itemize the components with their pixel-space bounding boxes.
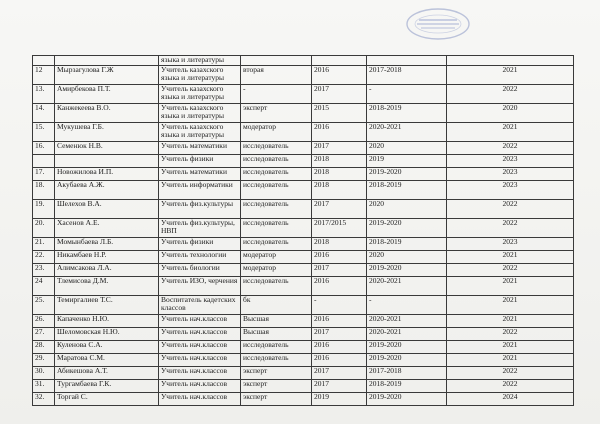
category-cell: эксперт bbox=[241, 393, 312, 406]
course-years-cell bbox=[367, 56, 447, 66]
category-cell: исследователь bbox=[241, 142, 312, 155]
course-years-cell: 2020-2021 bbox=[367, 123, 447, 142]
row-number-cell bbox=[33, 155, 55, 168]
attestation-year-cell: 2018 bbox=[312, 168, 367, 181]
teacher-name-cell: Шеломовская Н.Ю. bbox=[55, 328, 159, 341]
row-number-cell: 24 bbox=[33, 277, 55, 296]
row-number-cell: 23. bbox=[33, 264, 55, 277]
teacher-name-cell: Торгай С. bbox=[55, 393, 159, 406]
teacher-name-cell bbox=[55, 56, 159, 66]
category-cell: модератор bbox=[241, 123, 312, 142]
table-row bbox=[33, 328, 574, 341]
next-attestation-year-cell: 2022 bbox=[447, 200, 574, 219]
course-years-cell: 2020 bbox=[367, 251, 447, 264]
table-row bbox=[33, 354, 574, 367]
table-row bbox=[33, 155, 574, 168]
teacher-name-cell: Тлемисова Д.М. bbox=[55, 277, 159, 296]
table-row bbox=[33, 181, 574, 200]
course-years-cell: 2020-2021 bbox=[367, 315, 447, 328]
attestation-year-cell: 2017 bbox=[312, 200, 367, 219]
row-number-cell: 29. bbox=[33, 354, 55, 367]
table-row bbox=[33, 238, 574, 251]
attestation-year-cell: 2015 bbox=[312, 104, 367, 123]
table-row bbox=[33, 168, 574, 181]
row-number-cell: 19. bbox=[33, 200, 55, 219]
teacher-name-cell: Куленова С.А. bbox=[55, 341, 159, 354]
subject-cell: Учитель физики bbox=[159, 238, 241, 251]
category-cell: исследователь bbox=[241, 238, 312, 251]
next-attestation-year-cell: 2021 bbox=[447, 341, 574, 354]
category-cell: исследователь bbox=[241, 277, 312, 296]
row-number-cell: 14. bbox=[33, 104, 55, 123]
attestation-year-cell: 2016 bbox=[312, 66, 367, 85]
subject-cell: Учитель нач.классов bbox=[159, 380, 241, 393]
teacher-name-cell: Канжекеева В.О. bbox=[55, 104, 159, 123]
category-cell: вторая bbox=[241, 66, 312, 85]
row-number-cell: 26. bbox=[33, 315, 55, 328]
teacher-name-cell: Хасенов А.Е. bbox=[55, 219, 159, 238]
course-years-cell: 2018-2019 bbox=[367, 380, 447, 393]
attestation-year-cell: 2017 bbox=[312, 85, 367, 104]
category-cell: эксперт bbox=[241, 104, 312, 123]
row-number-cell: 20. bbox=[33, 219, 55, 238]
table-row bbox=[33, 66, 574, 85]
next-attestation-year-cell: 2022 bbox=[447, 380, 574, 393]
category-cell: Высшая bbox=[241, 315, 312, 328]
next-attestation-year-cell: 2021 bbox=[447, 123, 574, 142]
row-number-cell: 17. bbox=[33, 168, 55, 181]
attestation-year-cell: 2018 bbox=[312, 238, 367, 251]
table-row bbox=[33, 380, 574, 393]
category-cell: модератор bbox=[241, 264, 312, 277]
category-cell: эксперт bbox=[241, 380, 312, 393]
course-years-cell: 2019-2020 bbox=[367, 354, 447, 367]
table-row bbox=[33, 123, 574, 142]
attestation-year-cell: 2019 bbox=[312, 393, 367, 406]
next-attestation-year-cell: 2022 bbox=[447, 264, 574, 277]
category-cell: бк bbox=[241, 296, 312, 315]
row-number-cell: 28. bbox=[33, 341, 55, 354]
table-row bbox=[33, 219, 574, 238]
next-attestation-year-cell: 2021 bbox=[447, 354, 574, 367]
course-years-cell: 2019-2020 bbox=[367, 341, 447, 354]
subject-cell: Учитель нач.классов bbox=[159, 315, 241, 328]
subject-cell: Учитель информатики bbox=[159, 181, 241, 200]
row-number-cell: 16. bbox=[33, 142, 55, 155]
teacher-name-cell bbox=[55, 155, 159, 168]
attestation-year-cell: 2016 bbox=[312, 277, 367, 296]
subject-cell: Учитель нач.классов bbox=[159, 393, 241, 406]
course-years-cell: 2019-2020 bbox=[367, 219, 447, 238]
table-row bbox=[33, 296, 574, 315]
next-attestation-year-cell: 2020 bbox=[447, 104, 574, 123]
table-row bbox=[33, 393, 574, 406]
subject-cell: Учитель технологии bbox=[159, 251, 241, 264]
row-number-cell: 15. bbox=[33, 123, 55, 142]
course-years-cell: 2020 bbox=[367, 142, 447, 155]
next-attestation-year-cell: 2022 bbox=[447, 328, 574, 341]
category-cell bbox=[241, 56, 312, 66]
table-row bbox=[33, 315, 574, 328]
subject-cell: Учитель физ.культуры, НВП bbox=[159, 219, 241, 238]
next-attestation-year-cell: 2023 bbox=[447, 155, 574, 168]
table-row bbox=[33, 85, 574, 104]
row-number-cell: 31. bbox=[33, 380, 55, 393]
category-cell: исследователь bbox=[241, 200, 312, 219]
next-attestation-year-cell: 2021 bbox=[447, 296, 574, 315]
course-years-cell: 2020-2021 bbox=[367, 328, 447, 341]
next-attestation-year-cell: 2024 bbox=[447, 393, 574, 406]
course-years-cell: 2020-2021 bbox=[367, 277, 447, 296]
course-years-cell: 2020 bbox=[367, 200, 447, 219]
course-years-cell: - bbox=[367, 85, 447, 104]
subject-cell: Учитель ИЗО, черчения bbox=[159, 277, 241, 296]
teacher-name-cell: Капаченко Н.Ю. bbox=[55, 315, 159, 328]
subject-cell: Воспитатель кадетских классов bbox=[159, 296, 241, 315]
table-row bbox=[33, 104, 574, 123]
subject-cell: Учитель биологии bbox=[159, 264, 241, 277]
attestation-year-cell: 2017 bbox=[312, 142, 367, 155]
next-attestation-year-cell: 2023 bbox=[447, 238, 574, 251]
subject-cell: Учитель казахского языка и литературы bbox=[159, 123, 241, 142]
teacher-name-cell: Мукушева Г.Б. bbox=[55, 123, 159, 142]
teacher-name-cell: Новожилова И.П. bbox=[55, 168, 159, 181]
attestation-year-cell bbox=[312, 56, 367, 66]
teacher-name-cell: Шелехов В.А. bbox=[55, 200, 159, 219]
course-years-cell: - bbox=[367, 296, 447, 315]
row-number-cell: 21. bbox=[33, 238, 55, 251]
category-cell: Высшая bbox=[241, 328, 312, 341]
course-years-cell: 2018-2019 bbox=[367, 181, 447, 200]
subject-cell: языка и литературы bbox=[159, 56, 241, 66]
teacher-name-cell: Маратова С.М. bbox=[55, 354, 159, 367]
table-row bbox=[33, 251, 574, 264]
row-number-cell: 22. bbox=[33, 251, 55, 264]
attestation-year-cell: - bbox=[312, 296, 367, 315]
category-cell: исследователь bbox=[241, 181, 312, 200]
teacher-name-cell: Мырзагулова Г.Ж bbox=[55, 66, 159, 85]
next-attestation-year-cell: 2021 bbox=[447, 315, 574, 328]
row-number-cell: 30. bbox=[33, 367, 55, 380]
teacher-name-cell: Момынбаева Л.Б. bbox=[55, 238, 159, 251]
subject-cell: Учитель казахского языка и литературы bbox=[159, 104, 241, 123]
table-row bbox=[33, 200, 574, 219]
attestation-year-cell: 2017 bbox=[312, 264, 367, 277]
subject-cell: Учитель нач.классов bbox=[159, 367, 241, 380]
next-attestation-year-cell: 2021 bbox=[447, 251, 574, 264]
teacher-name-cell: Никамбаев Н.Р. bbox=[55, 251, 159, 264]
subject-cell: Учитель математики bbox=[159, 142, 241, 155]
subject-cell: Учитель нач.классов bbox=[159, 341, 241, 354]
subject-cell: Учитель казахского языка и литературы bbox=[159, 66, 241, 85]
course-years-cell: 2019-2020 bbox=[367, 264, 447, 277]
attestation-year-cell: 2017 bbox=[312, 367, 367, 380]
next-attestation-year-cell: 2022 bbox=[447, 367, 574, 380]
attestation-year-cell: 2017/2015 bbox=[312, 219, 367, 238]
teacher-name-cell: Амирбекова П.Т. bbox=[55, 85, 159, 104]
row-number-cell: 18. bbox=[33, 181, 55, 200]
subject-cell: Учитель физики bbox=[159, 155, 241, 168]
course-years-cell: 2017-2018 bbox=[367, 367, 447, 380]
subject-cell: Учитель физ.культуры bbox=[159, 200, 241, 219]
course-years-cell: 2019 bbox=[367, 155, 447, 168]
row-number-cell: 27. bbox=[33, 328, 55, 341]
category-cell: исследователь bbox=[241, 168, 312, 181]
course-years-cell: 2018-2019 bbox=[367, 238, 447, 251]
table-row bbox=[33, 142, 574, 155]
row-number-cell bbox=[33, 56, 55, 66]
subject-cell: Учитель нач.классов bbox=[159, 328, 241, 341]
row-number-cell: 13. bbox=[33, 85, 55, 104]
course-years-cell: 2017-2018 bbox=[367, 66, 447, 85]
category-cell: эксперт bbox=[241, 367, 312, 380]
staff-table bbox=[32, 55, 574, 406]
table-row bbox=[33, 367, 574, 380]
next-attestation-year-cell: 2023 bbox=[447, 168, 574, 181]
attestation-year-cell: 2016 bbox=[312, 123, 367, 142]
table-row bbox=[33, 264, 574, 277]
next-attestation-year-cell: 2022 bbox=[447, 85, 574, 104]
category-cell: модератор bbox=[241, 251, 312, 264]
attestation-year-cell: 2017 bbox=[312, 380, 367, 393]
table-row bbox=[33, 277, 574, 296]
next-attestation-year-cell bbox=[447, 56, 574, 66]
attestation-year-cell: 2018 bbox=[312, 181, 367, 200]
teacher-name-cell: Темиргалиев Т.С. bbox=[55, 296, 159, 315]
attestation-year-cell: 2016 bbox=[312, 315, 367, 328]
row-number-cell: 32. bbox=[33, 393, 55, 406]
subject-cell: Учитель нач.классов bbox=[159, 354, 241, 367]
teacher-name-cell: Тургамбаева Г.К. bbox=[55, 380, 159, 393]
teacher-name-cell: Алимсакова Л.А. bbox=[55, 264, 159, 277]
teacher-name-cell: Абикешова А.Т. bbox=[55, 367, 159, 380]
attestation-year-cell: 2018 bbox=[312, 155, 367, 168]
teacher-name-cell: Акубаева А.Ж. bbox=[55, 181, 159, 200]
next-attestation-year-cell: 2022 bbox=[447, 219, 574, 238]
stamp-icon bbox=[405, 6, 471, 42]
attestation-year-cell: 2016 bbox=[312, 251, 367, 264]
subject-cell: Учитель математики bbox=[159, 168, 241, 181]
attestation-year-cell: 2016 bbox=[312, 354, 367, 367]
table-row bbox=[33, 341, 574, 354]
category-cell: исследователь bbox=[241, 219, 312, 238]
category-cell: исследователь bbox=[241, 354, 312, 367]
course-years-cell: 2019-2020 bbox=[367, 168, 447, 181]
next-attestation-year-cell: 2022 bbox=[447, 142, 574, 155]
row-number-cell: 25. bbox=[33, 296, 55, 315]
attestation-year-cell: 2016 bbox=[312, 341, 367, 354]
next-attestation-year-cell: 2023 bbox=[447, 181, 574, 200]
category-cell: - bbox=[241, 85, 312, 104]
teacher-name-cell: Семенюк Н.В. bbox=[55, 142, 159, 155]
attestation-year-cell: 2017 bbox=[312, 328, 367, 341]
next-attestation-year-cell: 2021 bbox=[447, 277, 574, 296]
next-attestation-year-cell: 2021 bbox=[447, 66, 574, 85]
category-cell: исследователь bbox=[241, 341, 312, 354]
row-number-cell: 12 bbox=[33, 66, 55, 85]
course-years-cell: 2018-2019 bbox=[367, 104, 447, 123]
subject-cell: Учитель казахского языка и литературы bbox=[159, 85, 241, 104]
course-years-cell: 2019-2020 bbox=[367, 393, 447, 406]
table-row bbox=[33, 56, 574, 66]
category-cell: исследователь bbox=[241, 155, 312, 168]
